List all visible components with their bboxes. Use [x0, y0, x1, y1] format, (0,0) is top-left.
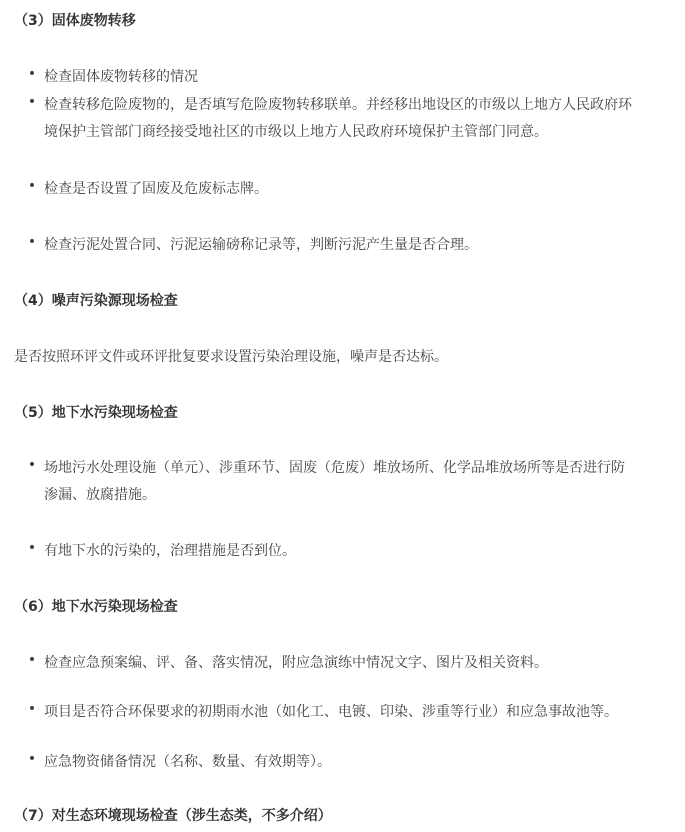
- section-4-heading: （4）噪声污染源现场检查: [14, 293, 178, 309]
- bullet-text-line-1: 检查转移危险废物的，是否填写危险废物转移联单。并经移出地设区的市级以上地方人民政府环: [44, 97, 632, 113]
- section-3-heading: （3）固体废物转移: [14, 13, 136, 29]
- bullet-dot: •: [27, 751, 37, 767]
- bullet-text: 检查污泥处置合同、污泥运输磅称记录等，判断污泥产生量是否合理。: [44, 237, 478, 253]
- bullet-text: 检查是否设置了固废及危废标志牌。: [44, 181, 268, 197]
- bullet-text: 检查应急预案编、评、备、落实情况，附应急演练中情况文字、图片及相关资料。: [44, 655, 548, 671]
- bullet-text: 检查固体废物转移的情况: [44, 69, 198, 85]
- section-4-paragraph: 是否按照环评文件或环评批复要求设置污染治理设施，噪声是否达标。: [14, 349, 448, 365]
- section-5-heading: （5）地下水污染现场检查: [14, 405, 178, 421]
- bullet-dot: •: [27, 540, 37, 556]
- bullet-text: 应急物资储备情况（名称、数量、有效期等）。: [44, 754, 331, 770]
- bullet-dot: •: [27, 178, 37, 194]
- bullet-dot: •: [27, 94, 37, 110]
- bullet-text-line-2: 渗漏、放腐措施。: [44, 487, 156, 503]
- section-7-heading: （7）对生态环境现场检查（涉生态类，不多介绍）: [14, 808, 332, 824]
- bullet-text: 有地下水的污染的，治理措施是否到位。: [44, 543, 296, 559]
- section-6-heading: （6）地下水污染现场检查: [14, 599, 178, 615]
- bullet-dot: •: [27, 234, 37, 250]
- bullet-text-line-2: 境保护主管部门商经接受地社区的市级以上地方人民政府环境保护主管部门同意。: [44, 124, 548, 140]
- bullet-text-line-1: 场地污水处理设施（单元）、涉重环节、固废（危废）堆放场所、化学品堆放场所等是否进行防: [44, 460, 625, 476]
- bullet-dot: •: [27, 701, 37, 717]
- bullet-dot: •: [27, 652, 37, 668]
- bullet-text: 项目是否符合环保要求的初期雨水池（如化工、电镀、印染、涉重等行业）和应急事故池等。: [44, 704, 618, 720]
- bullet-dot: •: [27, 457, 37, 473]
- bullet-dot: •: [27, 66, 37, 82]
